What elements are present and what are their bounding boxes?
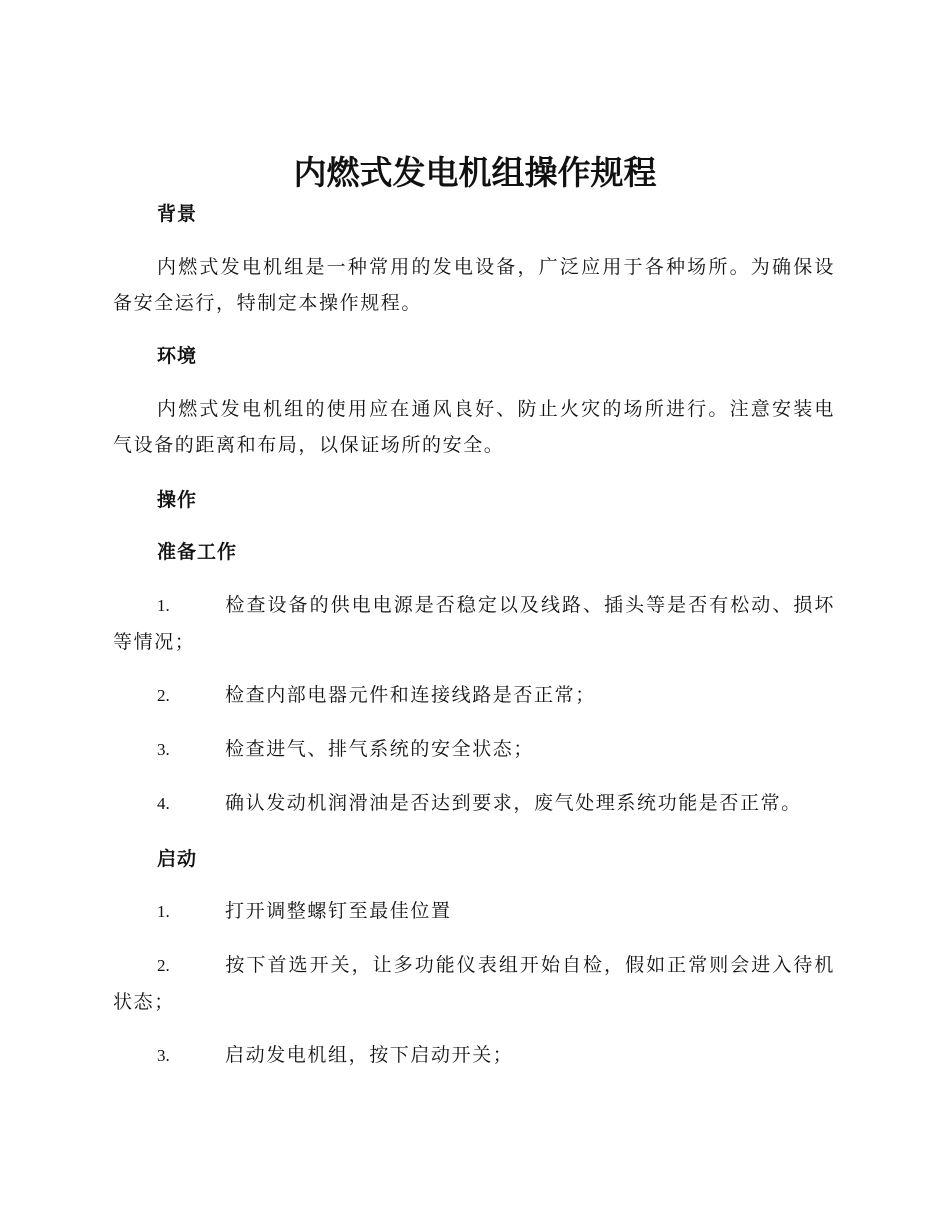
list-item [113, 1037, 835, 1074]
list-item-number: 3. [157, 740, 170, 759]
section-heading-preparation: 准备工作 [157, 541, 238, 563]
list-item-number: 1. [157, 902, 170, 921]
list-item-text: 按下首选开关，让多功能仪表组开始自检，假如正常则会进入待机状态； [113, 954, 835, 1013]
list-item-text: 检查内部电器元件和连接线路是否正常； [225, 684, 596, 706]
list-item [113, 893, 835, 930]
list-item-text: 启动发电机组，按下启动开关； [225, 1044, 514, 1066]
list-item-number: 2. [157, 956, 170, 975]
document-title: 内燃式发电机组操作规程 [293, 153, 657, 192]
section-heading-operation: 操作 [157, 489, 198, 511]
section-text-environment: 内燃式发电机组的使用应在通风良好、防止火灾的场所进行。注意安装电气设备的距离和布局，以保证场所的安全。 [113, 398, 835, 456]
list-item-number: 2. [157, 686, 170, 705]
list-item-number: 3. [157, 1046, 170, 1065]
section-heading-background: 背景 [157, 203, 198, 225]
list-item [113, 785, 835, 822]
list-item-text: 打开调整螺钉至最佳位置 [225, 900, 452, 922]
list-item-number: 4. [157, 794, 170, 813]
list-item-text: 检查进气、排气系统的安全状态； [225, 738, 535, 760]
section-text-background: 内燃式发电机组是一种常用的发电设备，广泛应用于各种场所。为确保设备安全运行，特制定本操作规程。 [113, 256, 835, 314]
list-item [113, 731, 835, 768]
list-item [113, 947, 835, 1020]
list-item-text: 检查设备的供电电源是否稳定以及线路、插头等是否有松动、损坏等情况； [113, 594, 835, 653]
list-item-number: 1. [157, 596, 170, 615]
list-item-text: 确认发动机润滑油是否达到要求，废气处理系统功能是否正常。 [225, 792, 802, 814]
list-item [113, 587, 835, 660]
section-heading-startup: 启动 [157, 848, 198, 870]
list-item [113, 677, 835, 714]
section-heading-environment: 环境 [157, 345, 198, 367]
